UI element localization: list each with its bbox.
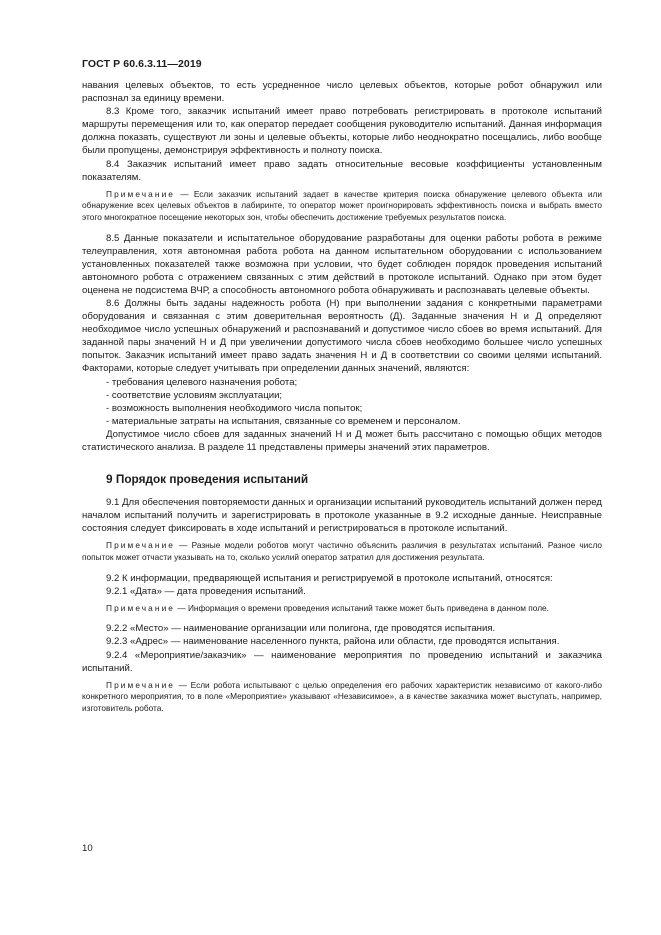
page-number: 10 [82, 843, 93, 854]
note-text: — Разные модели роботов могут частично объяснить различия в результатах испытаний. Разное число попыток может отчасти указывать на то, сколько усилий оператор затратил для достижения результата. [82, 540, 602, 562]
paragraph: 9.2.3 «Адрес» — наименование населенного пункта, района или области, где проводятся испытания. [106, 636, 560, 648]
paragraph: 8.4 Заказчик испытаний имеет право задать относительные весовые коэффициенты установленным показателям. [82, 158, 602, 183]
spacer [82, 224, 602, 232]
paragraph: 9.2.1 «Дата» — дата проведения испытаний. [106, 585, 306, 597]
paragraph: 8.3 Кроме того, заказчик испытаний имеет право потребовать регистрировать в протоколе испытаний маршруты перемещения или то, как оператор передает сообщения руководителю испытаний. Данная информация должна показать, существуют ли зоны и целевые объекты, которые либо неоднократно посещались, либо вообще были пропущены, демонстрируя эффективность и полноту поиска. [82, 106, 602, 157]
list-item: - материальные затраты на испытания, связанные со временем и персоналом. [106, 415, 461, 427]
note-label: Примечание [106, 540, 176, 551]
spacer [82, 614, 602, 622]
document-header: ГОСТ Р 60.6.3.11—2019 [82, 58, 202, 70]
note-paragraph [82, 680, 602, 715]
note-text: — Информация о времени проведения испытаний также может быть приведена в данном поле. [175, 602, 549, 613]
note-paragraph [82, 540, 602, 563]
paragraph: 9.2.4 «Мероприятие/заказчик» — наименование мероприятия по проведению испытаний и заказчика испытаний. [82, 649, 602, 674]
spacer [82, 487, 602, 496]
note-paragraph [82, 189, 602, 224]
document-body [82, 79, 602, 715]
paragraph: 8.6 Должны быть заданы надежность робота (Н) при выполнении задания с конкретными параметрами оборудования и связанная с этим доверительная вероятность (Д). Заданные значения Н и Д определяют необходимое число успешных обнаружений и распознаваний и допустимое число сбоев во время испытаний. Для заданной пары значений Н и Д при увеличении допустимого числа сбоев необходимо большее число успешных попыток. Заказчик испытаний имеет право задать значения Н и Д в соответствии со своими целями испытаний. Факторами, которые следует учитывать при определении данных значений, являются: [82, 298, 602, 375]
list-item: - возможность выполнения необходимого числа попыток; [106, 402, 363, 414]
note-text: — Если робота испытывают с целью определения его рабочих характеристик независимо от какого-либо конкретного мероприятия, то в поле «Мероприятие» указывают «Независимое», а в качестве заказчика может выступать, например, изготовитель робота. [82, 679, 602, 713]
spacer [82, 454, 602, 472]
note-label: Примечание [106, 188, 176, 199]
note-text: — Если заказчик испытаний задает в качестве критерия поиска обнаружение целевого объекта или обнаружение всех целевых объектов в лабиринте, то оператор может проигнорировать эффективность поиска и выбрать вместо этого многократное посещение некоторых зон, чтобы обеспечить достижение требуемых результатов поиска. [82, 188, 602, 222]
spacer [82, 564, 602, 572]
note-paragraph [82, 603, 602, 615]
paragraph: Допустимое число сбоев для заданных значений Н и Д может быть рассчитано с помощью общих методов статистического анализа. В разделе 11 представлены примеры значений этих параметров. [82, 428, 602, 454]
paragraph: 8.5 Данные показатели и испытательное оборудование разработаны для оценки работы робота в режиме телеуправления, хотя автономная работа робота на данном испытательном оборудовании с использованием установленных показателей также возможна при условии, что будет соблюден порядок проведения испытаний автономного робота с отражением связанных с этим действий в протоколе испытаний. Однако при этом будет оценена не подсистема ВЧР, а способность автономного робота обнаруживать и распознавать целевые объекты. [82, 232, 602, 296]
list-item: - соответствие условиям эксплуатации; [106, 389, 283, 401]
paragraph: навания целевых объектов, то есть усредненное число целевых объектов, которые робот обнаружил или распознал за единицу времени. [82, 80, 602, 105]
paragraph: 9.1 Для обеспечения повторяемости данных и организации испытаний руководитель испытаний должен перед началом испытаний получить и зарегистрировать в протоколе указанные в 9.2 исходные данные. Неисправные состояния следует фиксировать в ходе испытаний и регистрироваться в протоколе испытаний. [82, 497, 602, 535]
note-label: Примечание [106, 679, 176, 690]
section-heading: 9 Порядок проведения испытаний [106, 472, 309, 487]
paragraph: 9.2 К информации, предваряющей испытания и регистрируемой в протоколе испытаний, относятся: [106, 572, 553, 584]
note-label: Примечание [106, 602, 176, 613]
paragraph: 9.2.2 «Место» — наименование организации или полигона, где проводятся испытания. [106, 623, 496, 635]
list-item: - требования целевого назначения робота; [106, 376, 298, 388]
